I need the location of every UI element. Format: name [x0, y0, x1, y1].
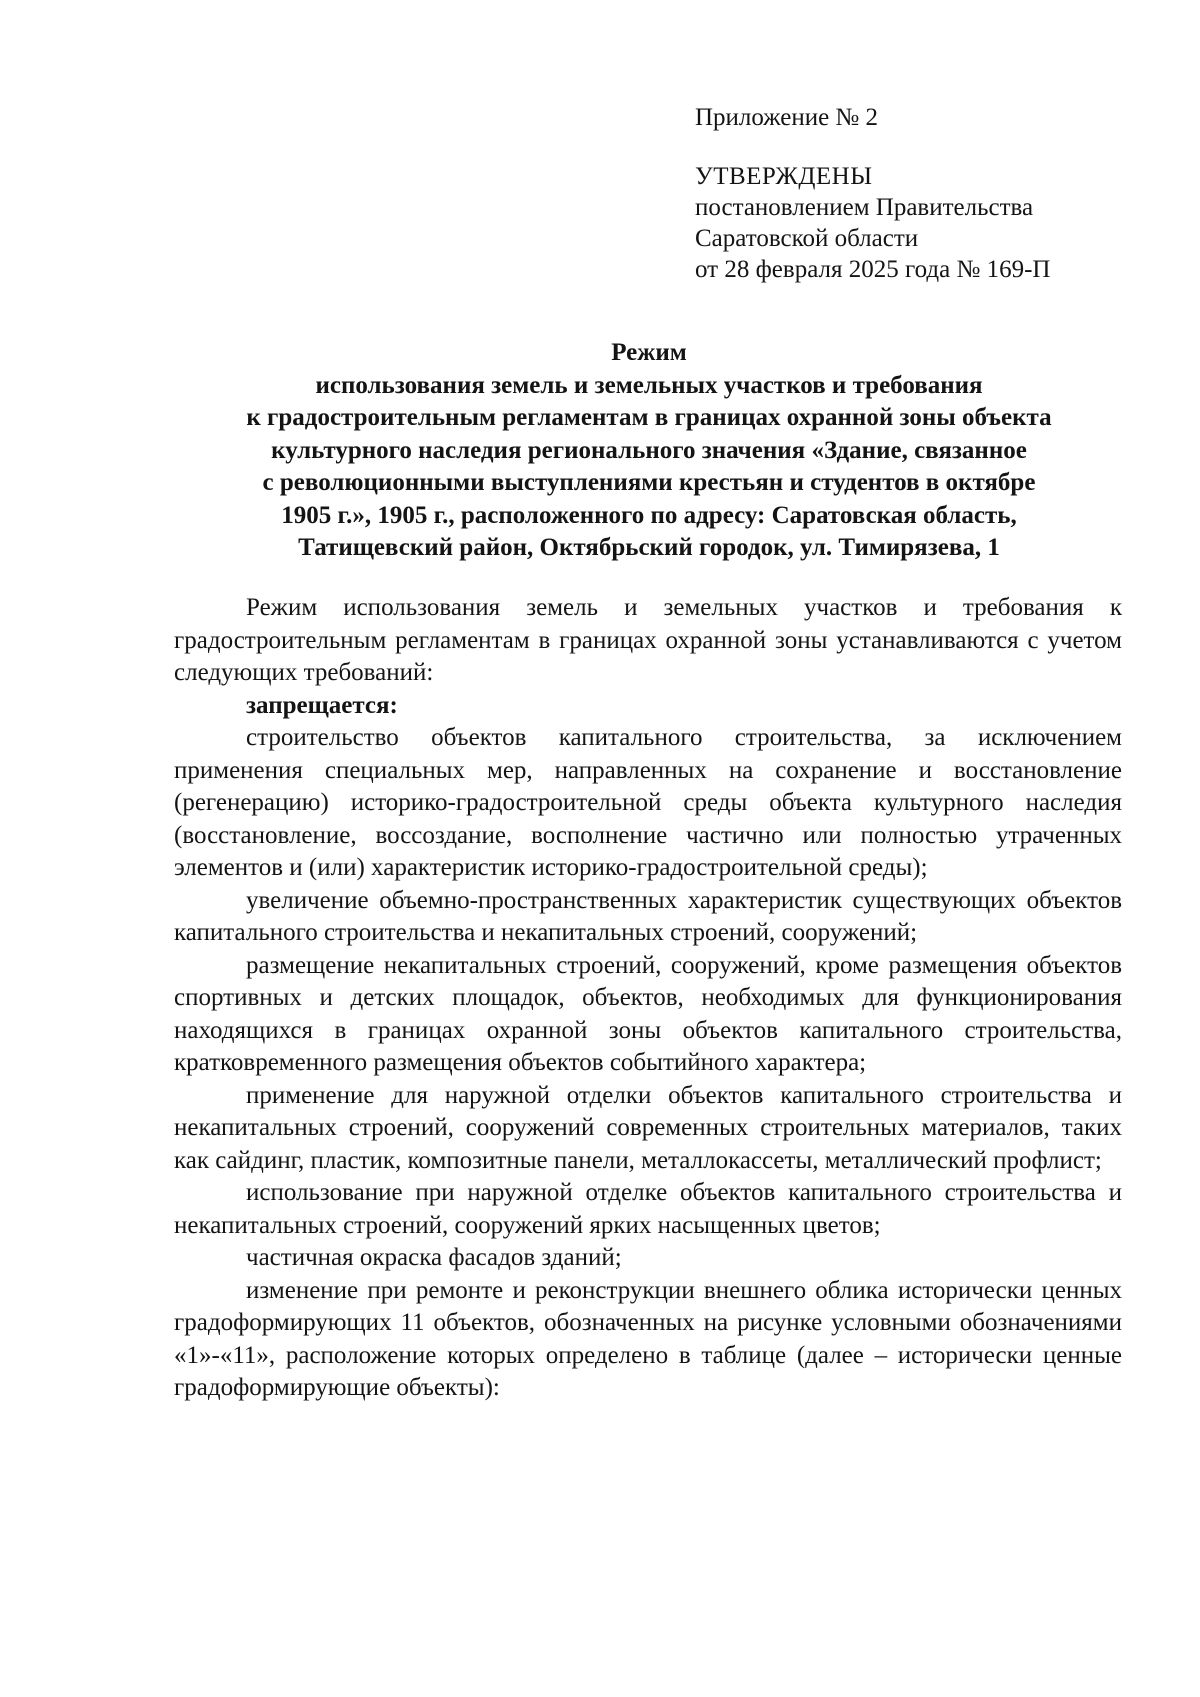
title-line: использования земель и земельных участков и требования	[315, 371, 983, 399]
title-line: Татищевский район, Октябрьский городок, ул. Тимирязева, 1	[298, 534, 1000, 561]
title-line: с революционными выступлениями крестьян и студентов в октябре	[262, 469, 1036, 496]
document-title	[172, 337, 1126, 565]
intro-paragraph: Режим использования земель и земельных участков и требования к градостроительным регламентам в границах охранной зоны устанавливаются с учетом следующих требований:	[174, 594, 1122, 686]
approval-header	[695, 102, 1155, 285]
forbidden-heading: запрещается:	[246, 691, 398, 719]
approved-by-line-2: Саратовской области	[695, 225, 919, 252]
list-item: изменение при ремонте и реконструкции внешнего облика исторически ценных градоформирующих 11 объектов, обозначенных на рисунке условными обозначениями «1»-«11», расположение которых определено в таблице (далее – исторически ценные градоформирующие объекты):	[174, 1276, 1122, 1401]
list-item: размещение некапитальных строений, сооружений, кроме размещения объектов спортивных и детских площадок, объектов, необходимых для функционирования находящихся в границах охранной зоны объектов капитального строительства, кратковременного размещения объектов событийного характера;	[174, 951, 1122, 1076]
approved-label: УТВЕРЖДЕНЫ	[695, 163, 873, 190]
list-item: использование при наружной отделке объектов капитального строительства и некапитальных строений, сооружений ярких насыщенных цветов;	[174, 1179, 1122, 1239]
list-item: увеличение объемно-пространственных характеристик существующих объектов капитального строительства и некапитальных строений, сооружений;	[174, 886, 1122, 946]
approved-by-line-1: постановлением Правительства	[695, 194, 1034, 221]
list-item: частичная окраска фасадов зданий;	[246, 1244, 622, 1271]
annex-number: Приложение № 2	[695, 104, 879, 131]
title-line: к градостроительным регламентам в границах охранной зоны объекта	[246, 404, 1052, 431]
list-item: применение для наружной отделки объектов капитального строительства и некапитальных строений, сооружений современных строительных материалов, таких как сайдинг, пластик, композитные панели, металлокассеты, металлический профлист;	[174, 1081, 1122, 1174]
list-item: строительство объектов капитального строительства, за исключением применения специальных мер, направленных на сохранение и восстановление (регенерацию) историко-градостроительной среды объекта культурного наследия (восстановление, воссоздание, восполнение частично или полностью утраченных элементов и (или) характеристик историко-градостроительной среды);	[174, 724, 1122, 881]
document-body	[174, 592, 1122, 1405]
approval-date: от 28 февраля 2025 года № 169-П	[695, 256, 1051, 283]
title-line: 1905 г.», 1905 г., расположенного по адресу: Саратовская область,	[281, 501, 1017, 529]
title-line: Режим	[611, 339, 687, 366]
title-line: культурного наследия регионального значения «Здание, связанное	[271, 436, 1027, 464]
